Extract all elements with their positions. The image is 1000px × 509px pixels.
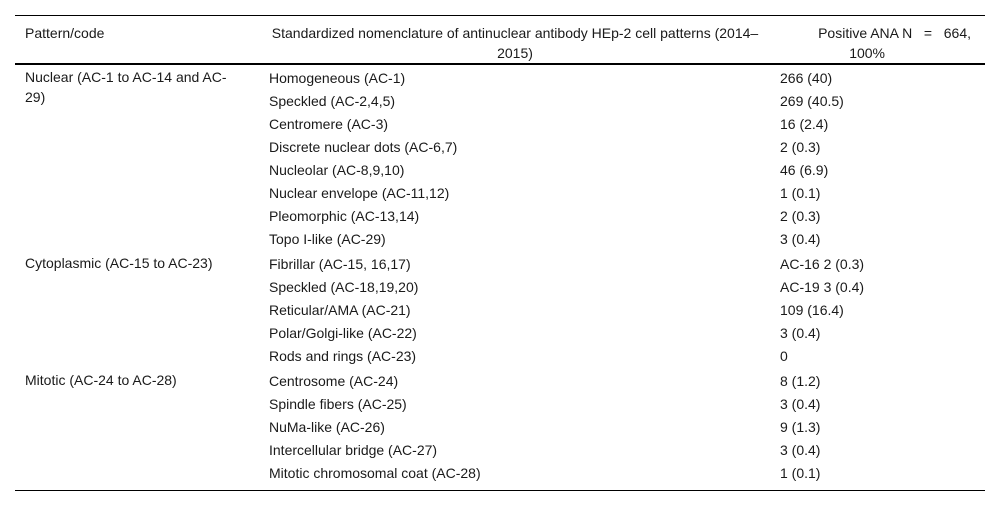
category-cell: Cytoplasmic (AC-15 to AC-23) xyxy=(25,255,213,271)
value-cell: 8 (1.2) xyxy=(780,373,821,389)
value-cell: 0 xyxy=(780,348,788,364)
value-cell: AC-19 3 (0.4) xyxy=(780,279,865,295)
value-cell: 46 (6.9) xyxy=(780,162,829,178)
value-cell: 266 (40) xyxy=(780,70,833,86)
header-positive-ana-line2: 100% xyxy=(849,45,885,61)
table-row xyxy=(15,64,985,90)
pattern-cell: Nuclear envelope (AC-11,12) xyxy=(269,185,450,201)
value-cell: AC-16 2 (0.3) xyxy=(780,256,865,272)
value-cell: 1 (0.1) xyxy=(780,185,821,201)
table-body xyxy=(15,64,985,491)
value-cell: 3 (0.4) xyxy=(780,396,821,412)
pattern-cell: Speckled (AC-2,4,5) xyxy=(269,93,396,109)
ana-patterns-table xyxy=(15,15,985,491)
table-row xyxy=(15,251,985,276)
table-row xyxy=(15,368,985,393)
pattern-cell: Centromere (AC-3) xyxy=(269,116,389,132)
pattern-cell: Reticular/AMA (AC-21) xyxy=(269,302,411,318)
pattern-cell: Rods and rings (AC-23) xyxy=(269,348,417,364)
pattern-cell: Centrosome (AC-24) xyxy=(269,373,399,389)
header-row xyxy=(15,16,985,65)
table-header xyxy=(15,16,985,65)
pattern-cell: Polar/Golgi-like (AC-22) xyxy=(269,325,417,341)
header-pattern-code: Pattern/code xyxy=(25,25,105,41)
value-cell: 3 (0.4) xyxy=(780,325,821,341)
value-cell: 3 (0.4) xyxy=(780,231,821,247)
pattern-cell: Topo I-like (AC-29) xyxy=(269,231,386,247)
pattern-cell: Discrete nuclear dots (AC-6,7) xyxy=(269,139,458,155)
pattern-cell: Fibrillar (AC-15, 16,17) xyxy=(269,256,411,272)
header-nomenclature: Standardized nomenclature of antinuclear antibody HEp-2 cell patterns (2014–2015) xyxy=(271,25,759,61)
value-cell: 109 (16.4) xyxy=(780,302,844,318)
pattern-cell: Spindle fibers (AC-25) xyxy=(269,396,407,412)
value-cell: 9 (1.3) xyxy=(780,419,821,435)
pattern-cell: NuMa-like (AC-26) xyxy=(269,419,385,435)
value-cell: 16 (2.4) xyxy=(780,116,829,132)
ana-patterns-table-container xyxy=(15,15,985,491)
category-cell: Nuclear (AC-1 to AC-14 and AC-29) xyxy=(25,69,227,105)
category-cell: Mitotic (AC-24 to AC-28) xyxy=(25,372,177,388)
value-cell: 2 (0.3) xyxy=(780,208,821,224)
value-cell: 269 (40.5) xyxy=(780,93,844,109)
value-cell: 2 (0.3) xyxy=(780,139,821,155)
pattern-cell: Intercellular bridge (AC-27) xyxy=(269,442,438,458)
pattern-cell: Pleomorphic (AC-13,14) xyxy=(269,208,420,224)
value-cell: 1 (0.1) xyxy=(780,465,821,481)
pattern-cell: Nucleolar (AC-8,9,10) xyxy=(269,162,405,178)
pattern-cell: Mitotic chromosomal coat (AC-28) xyxy=(269,465,481,481)
pattern-cell: Homogeneous (AC-1) xyxy=(269,70,406,86)
header-positive-ana-line1: Positive ANA N = 664, xyxy=(818,25,971,41)
value-cell: 3 (0.4) xyxy=(780,442,821,458)
pattern-cell: Speckled (AC-18,19,20) xyxy=(269,279,419,295)
header-positive-ana xyxy=(771,16,985,65)
